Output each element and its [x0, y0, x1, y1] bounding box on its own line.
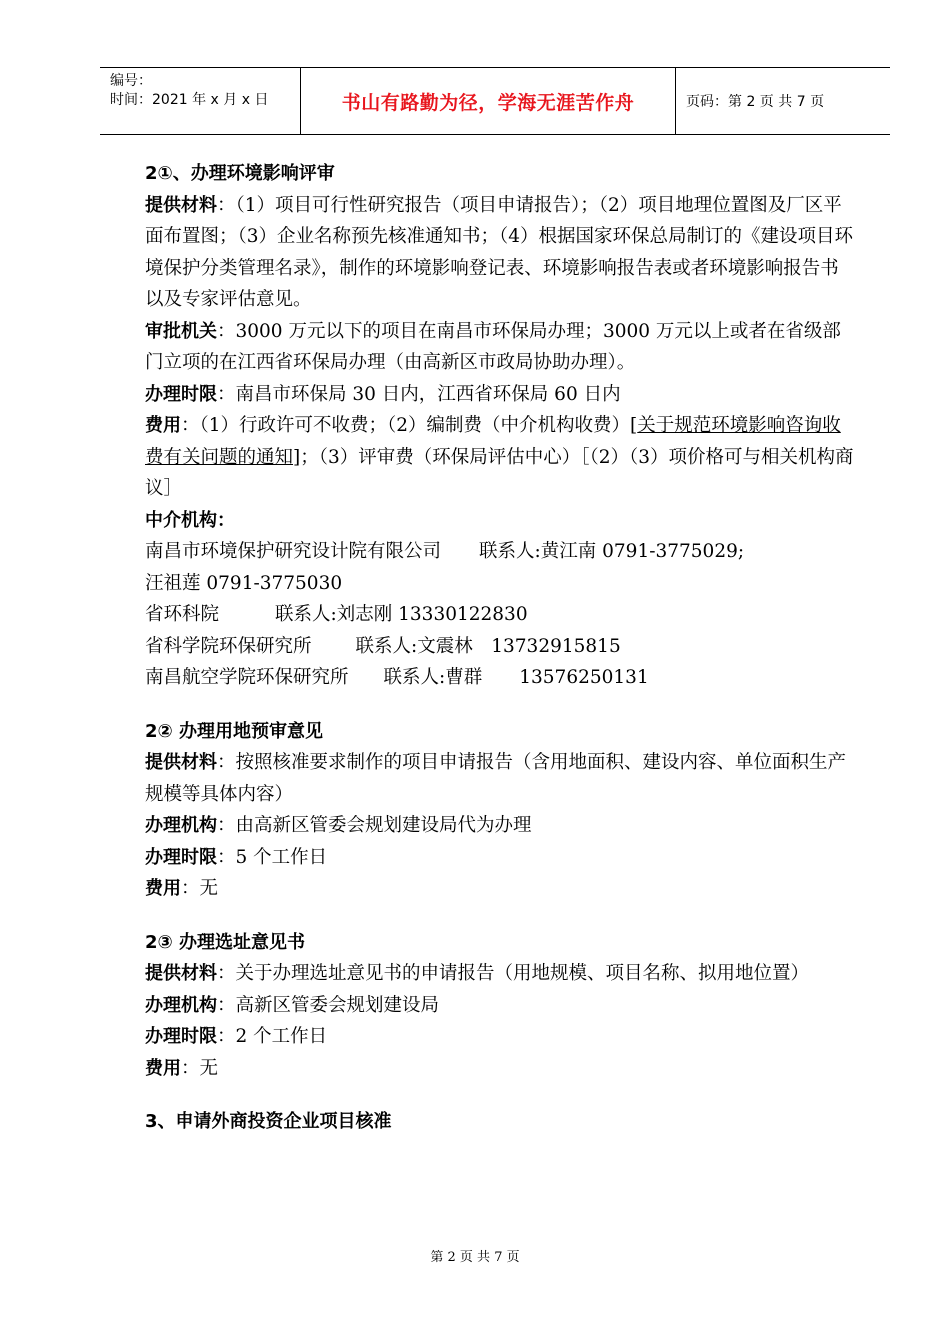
land-time-label: 办理时限	[145, 846, 217, 868]
env-approval-label: 审批机关	[145, 320, 217, 342]
land-fee-text: ：无	[181, 878, 219, 899]
agency-1-name: 南昌市环境保护研究设计院有限公司	[145, 541, 442, 562]
site-time	[145, 1021, 855, 1053]
site-time-text: ：2 个工作日	[217, 1026, 328, 1047]
land-fee-label: 费用	[145, 878, 181, 899]
env-fee-text-b: ]；（3）评审费（环保局评估中心）［（2）（3）项价格可与相关机构商议］	[145, 446, 854, 499]
spacer	[145, 1084, 855, 1106]
site-org-text: ：高新区管委会规划建设局	[217, 994, 440, 1016]
spacer	[145, 905, 855, 927]
env-materials-text: ：（1）项目可行性研究报告（项目申请报告）；（2）项目地理位置图及厂区平面布置图；（3）企业名称预先核准通知书；（4）根据国家环保总局制订的《建设项目环境保护分类管理名录》，制作的环境影响登记表、环境影响报告表或者环境影响报告书以及专家评估意见。	[145, 194, 854, 310]
agency-4-contact: 联系人:曹群 13576250131	[383, 667, 649, 688]
site-fee	[145, 1053, 855, 1085]
header-number: 编号：	[110, 73, 152, 89]
env-time-label: 办理时限	[145, 383, 217, 405]
header-left-cell	[100, 68, 301, 134]
page-header	[100, 67, 890, 135]
env-fee	[145, 410, 855, 505]
env-materials-label: 提供材料	[145, 194, 217, 216]
agency-2-name: 省环科院	[145, 604, 220, 625]
env-materials	[145, 190, 855, 316]
agency-3-name: 省科学院环保研究所	[145, 635, 312, 657]
land-time	[145, 842, 855, 874]
land-org-label: 办理机构	[145, 815, 217, 836]
document-body	[145, 158, 855, 1138]
agency-1-contact: 联系人:黄江南 0791-3775029;	[479, 541, 745, 562]
land-materials-label: 提供材料	[145, 752, 217, 773]
site-materials-text: ：关于办理选址意见书的申请报告（用地规模、项目名称、拟用地位置）	[217, 963, 810, 984]
env-approval	[145, 316, 855, 379]
agency-row-1	[145, 536, 855, 568]
page-footer: 第 2 页 共 7 页	[430, 1250, 520, 1265]
env-time-text: ：南昌市环保局 30 日内，江西省环保局 60 日内	[217, 383, 621, 405]
site-fee-label: 费用	[145, 1057, 181, 1079]
site-org-label: 办理机构	[145, 994, 217, 1016]
header-page-number: 页码：第 2 页 共 7 页	[686, 94, 825, 110]
land-org-text: ：由高新区管委会规划建设局代为办理	[217, 815, 532, 836]
site-materials-label: 提供材料	[145, 963, 217, 984]
agency-row-2	[145, 599, 855, 631]
land-materials-text: ：按照核准要求制作的项目申请报告（含用地面积、建设内容、单位面积生产规模等具体内容）	[145, 752, 847, 805]
agency-1-contact-2: 汪祖莲 0791-3775030	[145, 572, 343, 594]
env-time	[145, 379, 855, 411]
env-fee-text-a: ：（1）行政许可不收费；（2）编制费（中介机构收费）[	[181, 415, 638, 436]
agency-2-contact: 联系人:刘志刚 13330122830	[275, 604, 528, 625]
env-fee-link[interactable]: 关于规范环境影响咨询收费有关问题的通知	[145, 415, 841, 468]
agency-4-name: 南昌航空学院环保研究所	[145, 667, 349, 688]
land-materials	[145, 747, 855, 810]
spacer	[145, 694, 855, 716]
header-time: 时间：2021 年 x 月 x 日	[110, 92, 269, 108]
land-fee	[145, 873, 855, 905]
agency-row-4	[145, 662, 855, 694]
land-org	[145, 810, 855, 842]
header-motto: 书山有路勤为径，学海无涯苦作舟	[301, 68, 676, 134]
site-time-label: 办理时限	[145, 1026, 217, 1047]
section-title-land-review: 2② 办理用地预审意见	[145, 720, 324, 742]
land-time-text: ：5 个工作日	[217, 846, 328, 868]
site-materials	[145, 958, 855, 990]
agency-3-contact: 联系人:文震林 13732915815	[355, 635, 621, 657]
section-title-site-opinion: 2③ 办理选址意见书	[145, 931, 306, 953]
env-fee-label: 费用	[145, 415, 181, 436]
site-org	[145, 990, 855, 1022]
site-fee-text: ：无	[181, 1057, 219, 1079]
env-approval-text: ：3000 万元以下的项目在南昌市环保局办理；3000 万元以上或者在省级部门立项的在江西省环保局办理（由高新区市政局协助办理）。	[145, 320, 841, 373]
section-title-env-review: 2①、办理环境影响评审	[145, 163, 335, 184]
agency-row-3	[145, 631, 855, 663]
env-agency-label: 中介机构：	[145, 509, 235, 531]
section-title-foreign-investment: 3、申请外商投资企业项目核准	[145, 1111, 392, 1132]
